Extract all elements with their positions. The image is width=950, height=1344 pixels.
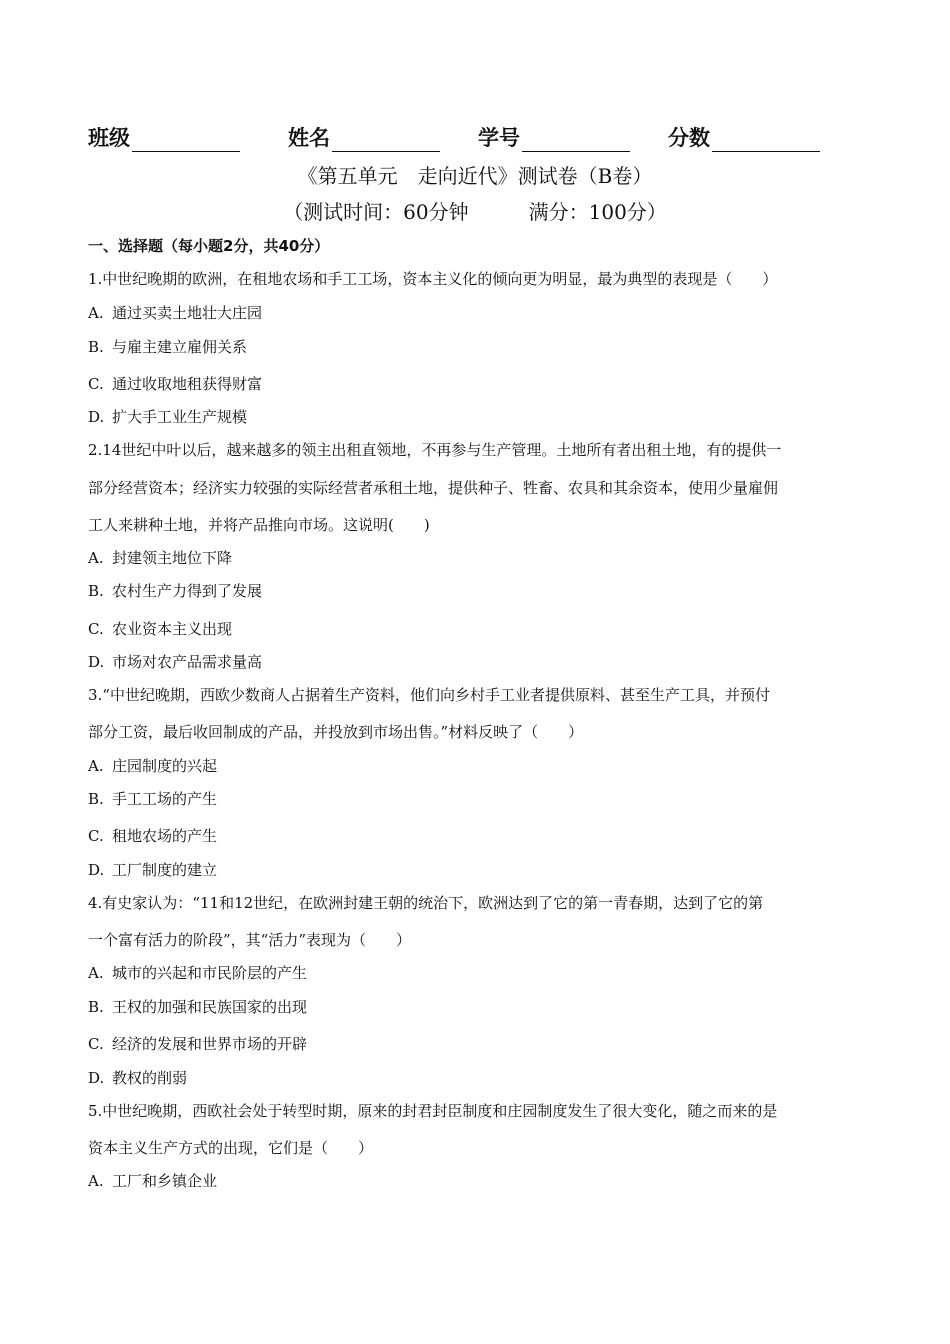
question-2-text-line-3: 工人来耕种土地，并将产品推向市场。这说明( ) [88, 516, 430, 534]
class-label: 班级 [88, 126, 130, 150]
option-text: 城市的兴起和市民阶层的产生 [112, 964, 308, 982]
option-letter: D. [88, 408, 105, 426]
option-letter: C. [88, 620, 104, 638]
question-5-option-a[interactable] [88, 1170, 217, 1191]
option-letter: B. [88, 582, 104, 600]
student-id-field [478, 122, 630, 152]
option-letter: B. [88, 998, 104, 1016]
option-text: 庄园制度的兴起 [112, 757, 218, 775]
question-1-option-d[interactable] [88, 406, 247, 427]
option-text: 通过买卖土地壮大庄园 [112, 304, 263, 322]
class-blank[interactable] [132, 129, 240, 152]
question-4-text-line-1: 4.有史家认为：“11和12世纪，在欧洲封建王朝的统治下，欧洲达到了它的第一青春期，达到了它的第 [88, 894, 764, 912]
name-blank[interactable] [332, 129, 440, 152]
section-heading: 一、选择题（每小题2分，共40分） [88, 237, 330, 255]
option-letter: D. [88, 1069, 105, 1087]
option-text: 市场对农产品需求量高 [112, 653, 263, 671]
question-3-option-c[interactable] [88, 825, 217, 846]
question-2-option-b[interactable] [88, 580, 262, 601]
option-letter: C. [88, 1035, 104, 1053]
option-text: 手工工场的产生 [112, 790, 218, 808]
question-1-option-a[interactable] [88, 302, 262, 323]
class-field [88, 122, 240, 152]
student-id-blank[interactable] [522, 129, 630, 152]
option-letter: A. [88, 1172, 104, 1190]
question-3-text-line-2: 部分工资，最后收回制成的产品，并投放到市场出售。”材料反映了（ ） [88, 723, 584, 741]
question-3-text-line-1: 3.“中世纪晚期，西欧少数商人占据着生产资料，他们向乡村手工业者提供原料、甚至生产工具，并预付 [88, 686, 770, 704]
option-text: 农业资本主义出现 [112, 620, 233, 638]
option-text: 通过收取地租获得财富 [112, 375, 263, 393]
option-text: 扩大手工业生产规模 [112, 408, 248, 426]
question-1-text: 1.中世纪晚期的欧洲，在租地农场和手工工场，资本主义化的倾向更为明显，最为典型的表现是（ ） [88, 270, 778, 288]
name-field [288, 122, 440, 152]
question-1-option-c[interactable] [88, 373, 262, 394]
name-label: 姓名 [288, 126, 330, 150]
question-5-text-line-1: 5.中世纪晚期，西欧社会处于转型时期，原来的封君封臣制度和庄园制度发生了很大变化，随之而来的是 [88, 1102, 778, 1120]
question-3-option-a[interactable] [88, 755, 217, 776]
option-letter: C. [88, 375, 104, 393]
option-letter: B. [88, 790, 104, 808]
option-letter: C. [88, 827, 104, 845]
student-info-row [88, 122, 868, 156]
question-2-option-c[interactable] [88, 618, 232, 639]
score-field [668, 122, 820, 152]
option-text: 经济的发展和世界市场的开辟 [112, 1035, 308, 1053]
option-letter: D. [88, 861, 105, 879]
question-2-text-line-1: 2.14世纪中叶以后，越来越多的领主出租直领地，不再参与生产管理。土地所有者出租土地，有的提供一 [88, 441, 782, 459]
option-text: 农村生产力得到了发展 [112, 582, 263, 600]
option-text: 王权的加强和民族国家的出现 [112, 998, 308, 1016]
question-2-option-d[interactable] [88, 651, 262, 672]
option-letter: B. [88, 338, 104, 356]
question-4-text-line-2: 一个富有活力的阶段”，其“活力”表现为（ ） [88, 931, 412, 949]
question-2-text-line-2: 部分经营资本；经济实力较强的实际经营者承租土地，提供种子、牲畜、农具和其余资本，使用少量雇佣 [88, 479, 779, 497]
question-4-option-b[interactable] [88, 996, 307, 1017]
question-4-option-a[interactable] [88, 962, 307, 983]
option-letter: A. [88, 549, 104, 567]
option-text: 教权的削弱 [112, 1069, 188, 1087]
option-text: 封建领主地位下降 [112, 549, 233, 567]
option-letter: A. [88, 304, 104, 322]
question-2-option-a[interactable] [88, 547, 232, 568]
option-letter: D. [88, 653, 105, 671]
question-1-option-b[interactable] [88, 336, 247, 357]
exam-subtitle: （测试时间：60分钟 满分：100分） [283, 200, 667, 224]
score-label: 分数 [668, 126, 710, 150]
student-id-label: 学号 [478, 126, 520, 150]
question-3-option-d[interactable] [88, 859, 217, 880]
question-3-option-b[interactable] [88, 788, 217, 809]
option-letter: A. [88, 757, 104, 775]
question-5-text-line-2: 资本主义生产方式的出现，它们是（ ） [88, 1139, 374, 1157]
question-4-option-d[interactable] [88, 1067, 187, 1088]
option-text: 租地农场的产生 [112, 827, 218, 845]
exam-title: 《第五单元 走向近代》测试卷（B卷） [297, 164, 653, 188]
option-text: 与雇主建立雇佣关系 [112, 338, 248, 356]
option-letter: A. [88, 964, 104, 982]
option-text: 工厂制度的建立 [112, 861, 218, 879]
option-text: 工厂和乡镇企业 [112, 1172, 218, 1190]
score-blank[interactable] [712, 129, 820, 152]
question-4-option-c[interactable] [88, 1033, 307, 1054]
